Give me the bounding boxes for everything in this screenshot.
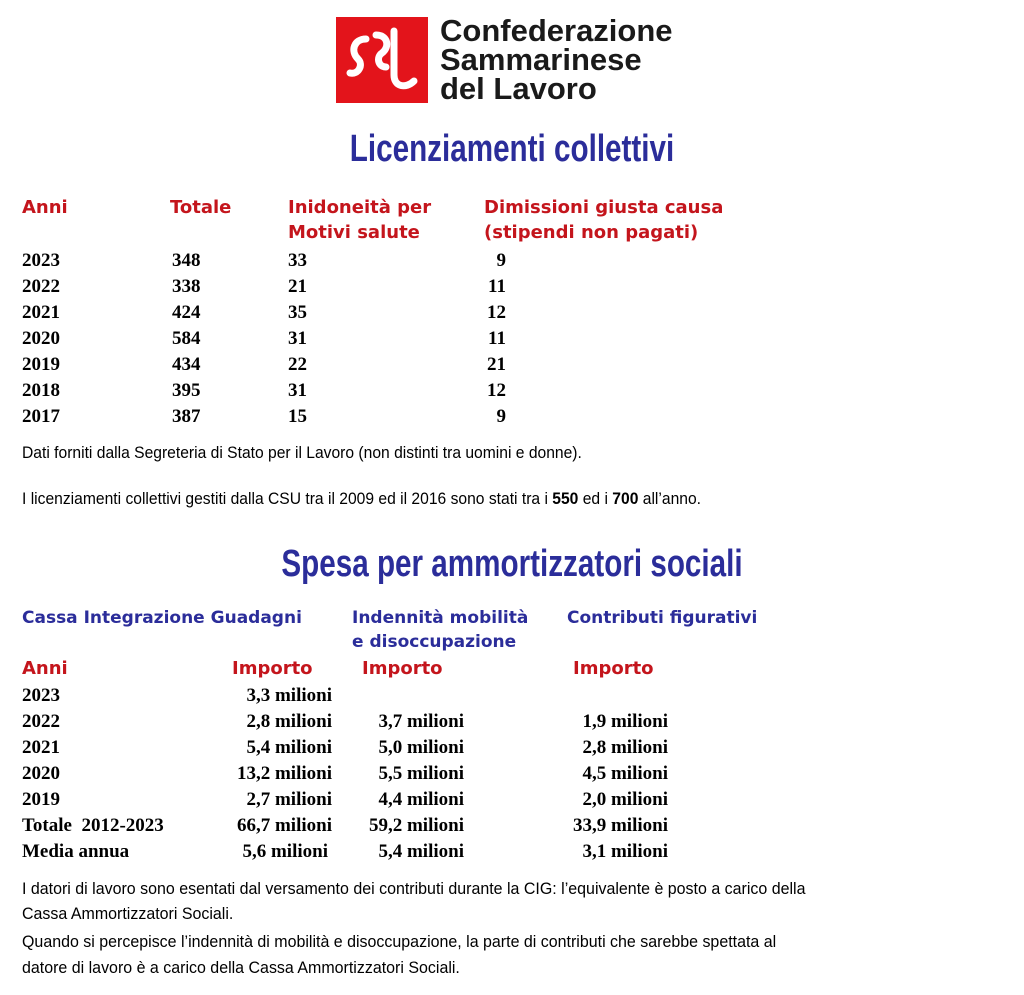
cell-anno: 2020 xyxy=(22,763,60,784)
cell-mobilita: 5,0 milioni xyxy=(378,737,464,758)
cell-anno: 2019 xyxy=(22,354,60,375)
cell-contributi: 1,9 milioni xyxy=(582,711,668,732)
cell-inidoneita: 31 xyxy=(288,380,307,401)
cell-cig: 5,6 milioni xyxy=(242,841,328,862)
cell-anno: 2022 xyxy=(22,711,60,732)
cell-cig: 2,7 milioni xyxy=(246,789,332,810)
col-header-inidoneita-line2: Motivi salute xyxy=(288,222,420,243)
cell-contributi: 2,8 milioni xyxy=(582,737,668,758)
cell-anno: 2023 xyxy=(22,250,60,271)
cell-cig: 66,7 milioni xyxy=(236,815,332,836)
cell-anno: 2019 xyxy=(22,789,60,810)
cell-contributi: 4,5 milioni xyxy=(582,763,668,784)
cell-totale: 424 xyxy=(172,302,201,323)
logo-line-2: Sammarinese xyxy=(440,42,642,77)
cell-dimissioni: 11 xyxy=(488,328,506,349)
cig-note-line1: I datori di lavoro sono esentati dal versamento dei contributi durante la CIG: l’equivalente è posto a carico della xyxy=(22,879,806,898)
cell-anno: Media annua xyxy=(22,841,130,862)
cell-totale: 338 xyxy=(172,276,201,297)
cell-totale: 387 xyxy=(172,406,201,427)
col-header-totale: Totale xyxy=(170,197,232,218)
cell-mobilita: 3,7 milioni xyxy=(378,711,464,732)
csu-note-max: 700 xyxy=(612,489,639,508)
cell-mobilita: 5,4 milioni xyxy=(378,841,464,862)
logo-line-1: Confederazione xyxy=(440,13,673,48)
logo-wordmark xyxy=(440,13,673,106)
csu-note-min: 550 xyxy=(552,489,579,508)
cell-inidoneita: 21 xyxy=(288,276,307,297)
group-header-mobilita-line2: e disoccupazione xyxy=(352,632,517,652)
csu-note-mid: ed i xyxy=(578,489,613,508)
data-source-note: Dati forniti dalla Segreteria di Stato per il Lavoro (non distinti tra uomini e donne). xyxy=(22,443,582,462)
col-header-inidoneita-line1: Inidoneità per xyxy=(288,197,432,218)
cell-cig: 5,4 milioni xyxy=(246,737,332,758)
cell-inidoneita: 22 xyxy=(288,354,307,375)
cell-dimissioni: 9 xyxy=(496,250,506,271)
mobilita-note-line2: datore di lavoro è a carico della Cassa Ammortizzatori Sociali. xyxy=(22,958,460,977)
cell-totale: 434 xyxy=(172,354,201,375)
logo-line-3: del Lavoro xyxy=(440,71,597,106)
cell-dimissioni: 21 xyxy=(487,354,506,375)
cell-dimissioni: 12 xyxy=(487,302,506,323)
group-header-contributi: Contributi figurativi xyxy=(567,608,758,628)
cell-totale: 584 xyxy=(172,328,201,349)
cell-inidoneita: 35 xyxy=(288,302,307,323)
cell-mobilita: 5,5 milioni xyxy=(378,763,464,784)
section2-title: Spesa per ammortizzatori sociali xyxy=(281,543,743,585)
cell-cig: 13,2 milioni xyxy=(236,763,332,784)
cell-inidoneita: 33 xyxy=(288,250,307,271)
cell-inidoneita: 31 xyxy=(288,328,307,349)
cell-anno: 2023 xyxy=(22,685,60,706)
cell-cig: 2,8 milioni xyxy=(246,711,332,732)
cell-contributi: 33,9 milioni xyxy=(572,815,668,836)
subheader-importo-mobilita: Importo xyxy=(362,658,443,679)
csu-note xyxy=(22,487,701,510)
cell-anno: Totale 2012-2023 xyxy=(22,815,164,836)
cell-mobilita: 4,4 milioni xyxy=(378,789,464,810)
col-header-dimissioni-line2: (stipendi non pagati) xyxy=(484,222,699,243)
cell-dimissioni: 11 xyxy=(488,276,506,297)
cell-anno: 2018 xyxy=(22,380,60,401)
cell-anno: 2017 xyxy=(22,406,60,427)
csu-note-after: all’anno. xyxy=(638,489,702,508)
cell-anno: 2021 xyxy=(22,302,60,323)
csdl-logo-mark xyxy=(336,17,428,103)
cell-contributi: 3,1 milioni xyxy=(582,841,668,862)
group-header-mobilita-line1: Indennità mobilità xyxy=(352,608,529,628)
group-header-cig: Cassa Integrazione Guadagni xyxy=(22,608,302,628)
mobilita-note-line1: Quando si percepisce l’indennità di mobilità e disoccupazione, la parte di contributi che sarebbe spettata al xyxy=(22,932,777,951)
section1-title: Licenziamenti collettivi xyxy=(349,128,675,170)
cell-mobilita: 59,2 milioni xyxy=(368,815,464,836)
cell-totale: 395 xyxy=(172,380,201,401)
csdl-monogram-icon xyxy=(336,17,428,103)
subheader-anni: Anni xyxy=(22,658,68,679)
col-header-anni: Anni xyxy=(22,197,68,218)
cell-anno: 2022 xyxy=(22,276,60,297)
cell-anno: 2021 xyxy=(22,737,60,758)
cell-contributi: 2,0 milioni xyxy=(582,789,668,810)
cell-dimissioni: 12 xyxy=(487,380,506,401)
cell-inidoneita: 15 xyxy=(288,406,307,427)
subheader-importo-cig: Importo xyxy=(232,658,313,679)
cell-totale: 348 xyxy=(172,250,201,271)
cig-note-line2: Cassa Ammortizzatori Sociali. xyxy=(22,904,234,923)
cell-dimissioni: 9 xyxy=(496,406,506,427)
cell-anno: 2020 xyxy=(22,328,60,349)
subheader-importo-contributi: Importo xyxy=(573,658,654,679)
col-header-dimissioni-line1: Dimissioni giusta causa xyxy=(484,197,724,218)
csu-note-before: I licenziamenti collettivi gestiti dalla CSU tra il 2009 ed il 2016 sono stati tra i xyxy=(22,489,553,508)
cell-cig: 3,3 milioni xyxy=(246,685,332,706)
